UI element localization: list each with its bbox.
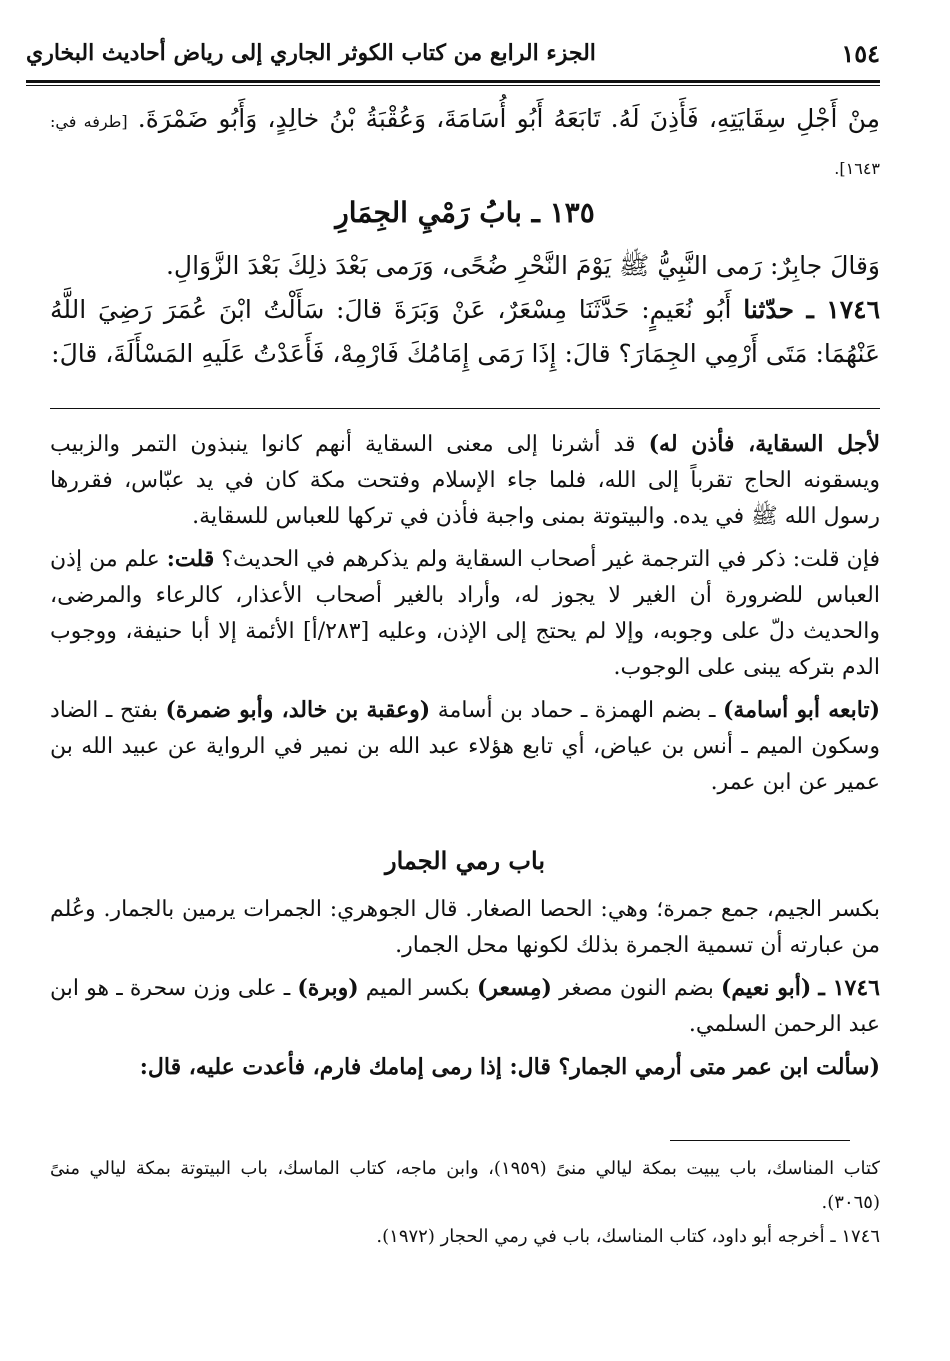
hadith-number: ١٧٤٦ ـ — [818, 975, 880, 1001]
sharh-paragraph-3 — [50, 692, 880, 801]
qult-label: قلت: — [166, 546, 215, 572]
page-header — [26, 30, 880, 76]
bab-title: ١٣٥ ـ بابُ رَمْيِ الجِمَارِ — [335, 196, 595, 229]
sharh-lemma: (أبو نعيم) — [721, 975, 812, 1001]
sharh-paragraph-4: بكسر الجيم، جمع جمرة؛ وهي: الحصا الصغار. قال الجوهري: الجمرات يرمين بالجمار. وعُلم من عبارته أن تسمية الجمرة بذلك لكونها محل الجمار. — [50, 897, 880, 958]
footnote-divider — [670, 1140, 850, 1141]
sharh-text: ـ على وزن سحرة ـ هو ابن عبد الرحمن السلمي. — [50, 976, 880, 1037]
sharh-lemma: لأجل السقاية، فأذن له) — [648, 431, 880, 457]
sharh-lemma: (وعقبة بن خالد، وأبو ضمرة) — [165, 697, 431, 723]
hadith-text: أَبُو نُعَيمٍ: حَدَّثَنَا مِسْعَرٌ، عَنْ وَبَرَةَ قالَ: سَأَلْتُ ابْنَ عُمَرَ رَضِيَ اللَّهُ عَنْهُمَا: مَتَى أَرْمِي الجِمَارَ؟ قالَ: إِذَا رَمَى إِمَامُكَ فَارْمِهْ، فَأَعَدْتُ عَلَيهِ المَسْأَلَةَ، قالَ: — [50, 295, 880, 368]
tarfuhu-reference: [طرفه في: ١٦٤٣]. — [50, 112, 880, 178]
footnote-1: كتاب المناسك، باب يبيت بمكة ليالي منىً (١٩٥٩)، وابن ماجه، كتاب الماسك، باب البيتوتة بمكة ليالي منىً (٣٠٦٥). — [50, 1158, 880, 1213]
header-rule — [26, 80, 880, 83]
hadith-number: ١٧٤٦ ـ حدّثنا — [743, 295, 881, 324]
sharh-paragraph-6: (سألت ابن عمر متى أرمي الجمار؟ قال: إذا رمى إمامك فارم، فأعدت عليه، قال: — [139, 1054, 880, 1080]
commentary — [50, 426, 880, 801]
sharh-paragraph-5 — [50, 970, 880, 1043]
page-number: ١٥٤ — [841, 38, 880, 68]
jabir-statement: وَقالَ جابِرٌ: رَمى النَّبِيُّ ﷺ يَوْمَ النَّحْرِ ضُحًى، وَرَمى بَعْدَ ذلِكَ بَعْدَ الزَّوَالِ. — [165, 251, 880, 280]
header-rule-thin — [26, 85, 880, 86]
footnote-2: ١٧٤٦ ـ أخرجه أبو داود، كتاب المناسك، باب في رمي الحجار (١٩٧٢). — [376, 1226, 880, 1247]
matn-continuation — [50, 97, 880, 191]
sharh-bab-heading: باب رمي الجمار — [385, 846, 545, 875]
matn-line: مِنْ أَجْلِ سِقَايَتِهِ، فَأَذِنَ لَهُ. تَابَعَهُ أَبُو أُسَامَةَ، وَعُقْبَةُ بْنُ خالِدٍ، وَأَبُو ضَمْرَةَ. — [137, 104, 880, 133]
sharh-lemma: (مِسعر) — [476, 975, 552, 1001]
sharh-text: بكسر الميم — [365, 976, 470, 1001]
matn-body — [50, 244, 880, 376]
running-title: الجزء الرابع من كتاب الكوثر الجاري إلى رياض أحاديث البخاري — [26, 40, 596, 66]
sharh-text: فإن قلت: ذكر في الترجمة غير أصحاب السقاية ولم يذكرهم في الحديث؟ — [221, 547, 880, 572]
sharh-text: ـ بضم الهمزة ـ حماد بن أسامة — [437, 698, 716, 723]
sharh-text: قد أشرنا إلى معنى السقاية أنهم كانوا ينبذون التمر والزبيب ويسقونه الحاج تقرباً إلى الله، فلما جاء الإسلام وفتحت مكة كان في يد عبّاس، فقررها رسول الله ﷺ في يده. والبيتوتة بمنى واجبة فأذن في تركها للعباس للسقاية. — [50, 432, 880, 529]
sharh-paragraph-1 — [50, 426, 880, 535]
commentary-2 — [50, 892, 880, 1085]
sharh-text: بضم النون مصغر — [559, 976, 714, 1001]
sharh-paragraph-2 — [50, 541, 880, 686]
hadith-1746 — [50, 288, 880, 376]
sharh-text: بفتح ـ الضاد وسكون الميم ـ أنس بن عياض، أي تابع هؤلاء عبد الله بن نمير في الرواية عن عبيد الله بن عمير عن ابن عمر. — [50, 698, 880, 795]
footnotes — [50, 1152, 880, 1254]
section-divider — [50, 408, 880, 409]
sharh-text: علم من إذن العباس للضرورة أن الغير لا يجوز له، وأراد بالغير أصحاب الأعذار، كالرعاء والمرضى، والحديث دلّ على وجوبه، وإلا لم يحتج إلى الإذن، وعليه [٢٨٣/أ] الأئمة إلا أبا حنيفة، ووجوب الدم بتركه يبنى على الوجوب. — [50, 547, 880, 680]
sharh-lemma: (وبرة) — [297, 975, 359, 1001]
sharh-lemma: (تابعه أبو أسامة) — [723, 697, 880, 723]
